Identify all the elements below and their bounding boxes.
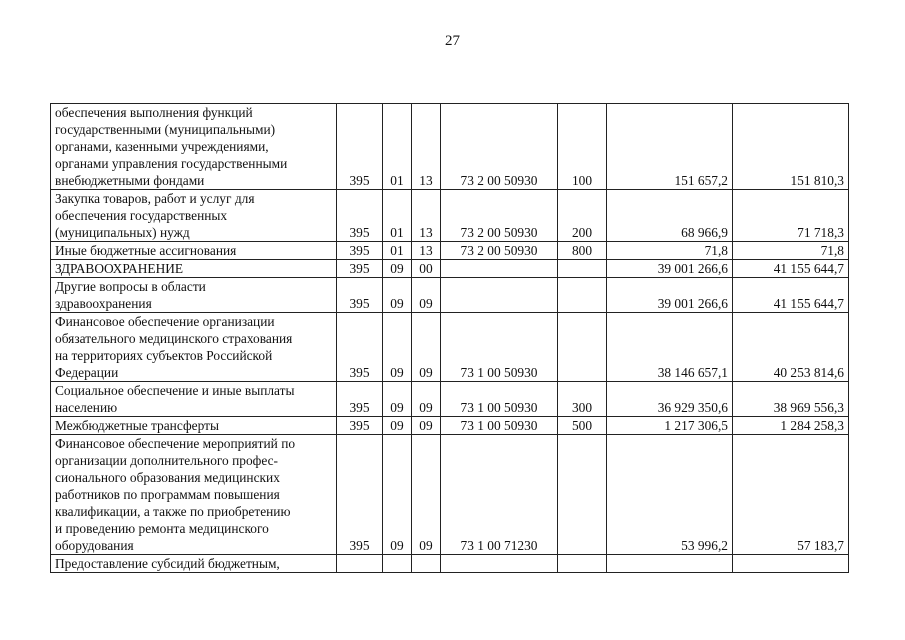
expense-name-cell bbox=[51, 260, 337, 278]
ministry-code-cell: 395 bbox=[337, 104, 383, 190]
expense-name-cell bbox=[51, 313, 337, 382]
amount-year-1-cell: 36 929 350,6 bbox=[607, 382, 733, 417]
expense-name-line: оборудования bbox=[55, 538, 134, 553]
table-row bbox=[51, 435, 849, 555]
table-body bbox=[51, 104, 849, 573]
expense-name-cell bbox=[51, 242, 337, 260]
target-article-cell bbox=[441, 260, 558, 278]
section-code-cell: 01 bbox=[383, 242, 412, 260]
amount-year-2-cell: 71 718,3 bbox=[733, 190, 849, 242]
expense-name-line: Закупка товаров, работ и услуг для bbox=[55, 191, 255, 206]
amount-year-2-cell: 1 284 258,3 bbox=[733, 417, 849, 435]
table-row bbox=[51, 104, 849, 190]
expense-type-cell: 100 bbox=[558, 104, 607, 190]
expense-name-line: (муниципальных) нужд bbox=[55, 225, 190, 240]
amount-year-2-cell: 151 810,3 bbox=[733, 104, 849, 190]
expense-name-cell bbox=[51, 190, 337, 242]
expense-name-line: квалификации, а также по приобретению bbox=[55, 504, 291, 519]
subsection-code-cell: 09 bbox=[412, 417, 441, 435]
target-article-cell: 73 1 00 71230 bbox=[441, 435, 558, 555]
amount-year-2-cell: 40 253 814,6 bbox=[733, 313, 849, 382]
expense-type-cell: 500 bbox=[558, 417, 607, 435]
target-article-cell bbox=[441, 555, 558, 573]
expense-type-cell bbox=[558, 260, 607, 278]
amount-year-1-cell: 53 996,2 bbox=[607, 435, 733, 555]
section-code-cell: 09 bbox=[383, 382, 412, 417]
expense-name-line: Предоставление субсидий бюджетным, bbox=[55, 556, 280, 571]
expense-type-cell bbox=[558, 313, 607, 382]
subsection-code-cell: 09 bbox=[412, 313, 441, 382]
expense-type-cell bbox=[558, 555, 607, 573]
target-article-cell: 73 1 00 50930 bbox=[441, 417, 558, 435]
table-row bbox=[51, 555, 849, 573]
amount-year-2-cell: 41 155 644,7 bbox=[733, 260, 849, 278]
amount-year-1-cell: 71,8 bbox=[607, 242, 733, 260]
budget-table bbox=[50, 103, 849, 573]
section-code-cell bbox=[383, 555, 412, 573]
page-number: 27 bbox=[445, 33, 460, 49]
table-row bbox=[51, 382, 849, 417]
table-row bbox=[51, 242, 849, 260]
expense-type-cell bbox=[558, 435, 607, 555]
section-code-cell: 09 bbox=[383, 260, 412, 278]
expense-name-line: Федерации bbox=[55, 365, 119, 380]
table-row bbox=[51, 260, 849, 278]
amount-year-1-cell: 38 146 657,1 bbox=[607, 313, 733, 382]
ministry-code-cell: 395 bbox=[337, 260, 383, 278]
amount-year-2-cell: 41 155 644,7 bbox=[733, 278, 849, 313]
target-article-cell: 73 1 00 50930 bbox=[441, 382, 558, 417]
expense-name-line: Социальное обеспечение и иные выплаты bbox=[55, 383, 295, 398]
ministry-code-cell: 395 bbox=[337, 382, 383, 417]
amount-year-1-cell: 39 001 266,6 bbox=[607, 260, 733, 278]
amount-year-2-cell: 71,8 bbox=[733, 242, 849, 260]
section-code-cell: 09 bbox=[383, 278, 412, 313]
ministry-code-cell: 395 bbox=[337, 313, 383, 382]
ministry-code-cell: 395 bbox=[337, 190, 383, 242]
target-article-cell bbox=[441, 278, 558, 313]
expense-name-line: Другие вопросы в области bbox=[55, 279, 206, 294]
table-row bbox=[51, 313, 849, 382]
section-code-cell: 09 bbox=[383, 417, 412, 435]
expense-name-line: работников по программам повышения bbox=[55, 487, 280, 502]
target-article-cell: 73 2 00 50930 bbox=[441, 242, 558, 260]
expense-name-line: обеспечения выполнения функций bbox=[55, 105, 253, 120]
ministry-code-cell: 395 bbox=[337, 278, 383, 313]
ministry-code-cell: 395 bbox=[337, 242, 383, 260]
expense-name-line: и проведению ремонта медицинского bbox=[55, 521, 269, 536]
ministry-code-cell: 395 bbox=[337, 435, 383, 555]
amount-year-1-cell: 151 657,2 bbox=[607, 104, 733, 190]
amount-year-2-cell: 38 969 556,3 bbox=[733, 382, 849, 417]
expense-name-line: органами управления государственными bbox=[55, 156, 288, 171]
expense-type-cell: 300 bbox=[558, 382, 607, 417]
expense-name-line: населению bbox=[55, 400, 118, 415]
expense-name-line: сионального образования медицинских bbox=[55, 470, 280, 485]
expense-name-line: внебюджетными фондами bbox=[55, 173, 205, 188]
expense-name-line: здравоохранения bbox=[55, 296, 152, 311]
expense-name-cell bbox=[51, 435, 337, 555]
section-code-cell: 01 bbox=[383, 104, 412, 190]
expense-name-line: обеспечения государственных bbox=[55, 208, 228, 223]
table-row bbox=[51, 278, 849, 313]
amount-year-1-cell: 39 001 266,6 bbox=[607, 278, 733, 313]
expense-name-line: Иные бюджетные ассигнования bbox=[55, 243, 237, 258]
expense-name-line: организации дополнительного профес- bbox=[55, 453, 279, 468]
expense-name-cell bbox=[51, 555, 337, 573]
expense-name-line: органами, казенными учреждениями, bbox=[55, 139, 269, 154]
expense-type-cell: 800 bbox=[558, 242, 607, 260]
amount-year-1-cell bbox=[607, 555, 733, 573]
expense-name-cell bbox=[51, 382, 337, 417]
section-code-cell: 09 bbox=[383, 435, 412, 555]
table-row bbox=[51, 190, 849, 242]
expense-name-line: государственными (муниципальными) bbox=[55, 122, 276, 137]
ministry-code-cell bbox=[337, 555, 383, 573]
subsection-code-cell: 13 bbox=[412, 190, 441, 242]
ministry-code-cell: 395 bbox=[337, 417, 383, 435]
subsection-code-cell: 13 bbox=[412, 242, 441, 260]
target-article-cell: 73 2 00 50930 bbox=[441, 190, 558, 242]
expense-name-cell bbox=[51, 417, 337, 435]
target-article-cell: 73 2 00 50930 bbox=[441, 104, 558, 190]
expense-type-cell: 200 bbox=[558, 190, 607, 242]
expense-type-cell bbox=[558, 278, 607, 313]
subsection-code-cell: 09 bbox=[412, 278, 441, 313]
amount-year-1-cell: 68 966,9 bbox=[607, 190, 733, 242]
table-row bbox=[51, 417, 849, 435]
section-code-cell: 09 bbox=[383, 313, 412, 382]
subsection-code-cell: 13 bbox=[412, 104, 441, 190]
expense-name-line: ЗДРАВООХРАНЕНИЕ bbox=[55, 261, 184, 276]
target-article-cell: 73 1 00 50930 bbox=[441, 313, 558, 382]
amount-year-1-cell: 1 217 306,5 bbox=[607, 417, 733, 435]
subsection-code-cell bbox=[412, 555, 441, 573]
subsection-code-cell: 09 bbox=[412, 435, 441, 555]
amount-year-2-cell: 57 183,7 bbox=[733, 435, 849, 555]
expense-name-line: Финансовое обеспечение мероприятий по bbox=[55, 436, 296, 451]
expense-name-line: Финансовое обеспечение организации bbox=[55, 314, 275, 329]
expense-name-line: Межбюджетные трансферты bbox=[55, 418, 219, 433]
expense-name-line: на территориях субъектов Российской bbox=[55, 348, 273, 363]
section-code-cell: 01 bbox=[383, 190, 412, 242]
expense-name-cell bbox=[51, 104, 337, 190]
subsection-code-cell: 09 bbox=[412, 382, 441, 417]
expense-name-cell bbox=[51, 278, 337, 313]
expense-name-line: обязательного медицинского страхования bbox=[55, 331, 293, 346]
amount-year-2-cell bbox=[733, 555, 849, 573]
subsection-code-cell: 00 bbox=[412, 260, 441, 278]
